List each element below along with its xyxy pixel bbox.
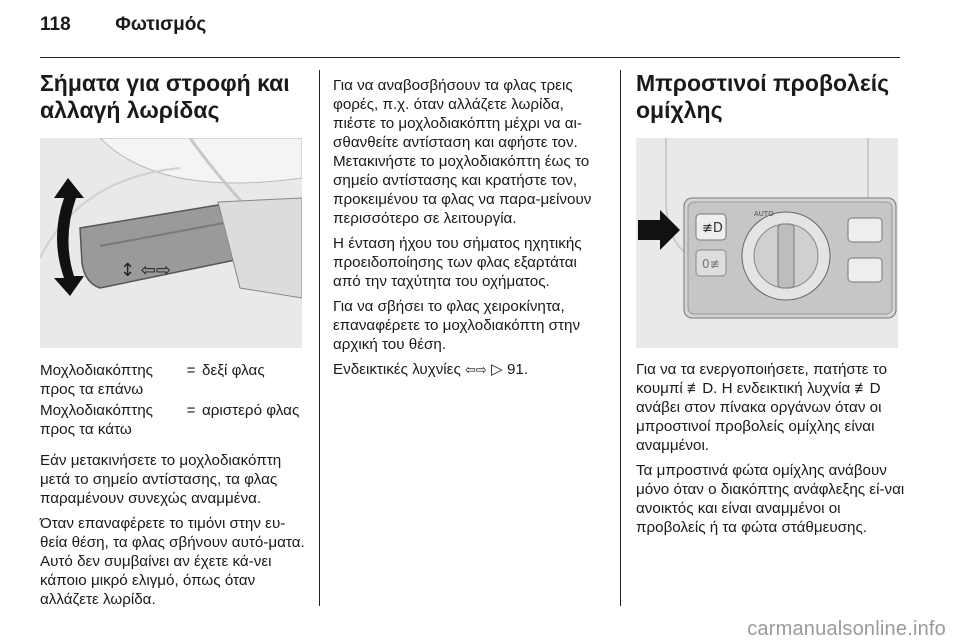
turn-indicator-icon: ⇦⇨ <box>465 362 487 377</box>
lever-up-value: δεξί φλας <box>202 362 265 379</box>
paragraph-fog-condition: Τα μπροστινά φώτα ομίχλης ανάβουν μόνο όταν ο διακόπτης ανάφλεξης εί-ναι ανοικτός και είναι αναμμένοι οι προβολείς ή τα φώτα στάθμευσης. <box>636 462 905 536</box>
column-fog-lights <box>636 70 906 543</box>
paragraph-fog-activate <box>636 360 906 455</box>
paragraph-three-flashes: Για να αναβοσβήσουν τα φλας τρεις φορές, π.χ. όταν αλλάζετε λωρίδα, πιέστε το μοχλοδιακόπτη μέχρι να αι-σθανθείτε αντίσταση και αφήστε τον. Μετακινήστε το μοχλοδιακόπτη έως το σημείο αντίστασης και κρατήστε τον, προκειμένου τα φλας να παρα-μείνουν περισσότερο σε λειτουργία. <box>333 77 592 227</box>
column-turn-signals <box>40 70 306 615</box>
page-header <box>40 14 206 36</box>
svg-text:0≢: 0≢ <box>702 257 720 271</box>
svg-text:↕ ⇦⇨: ↕ ⇦⇨ <box>120 260 171 281</box>
lever-down-value: αριστερό φλας <box>202 402 300 419</box>
fog-activate-text-c: ανάβει στον πίνακα οργάνων όταν οι μπροστινοί προβολείς ομίχλης είναι αναμμένοι. <box>636 399 882 454</box>
turn-signal-lever-illustration <box>40 138 302 348</box>
lever-up-sep: = <box>186 362 196 379</box>
front-fog-button-icon: ≢D <box>687 380 714 397</box>
fog-activate-text-b: . Η ενδεικτική λυχνία <box>713 380 851 397</box>
heading-fog-lights: Μπροστινοί προβολείς ομίχλης <box>636 70 890 123</box>
paragraph-volume: Η ένταση ήχου του σήματος ηχητικής προειδοποίησης των φλας εξαρτάται από την ταχύτητα του οχήματος. <box>333 235 582 290</box>
turn-signal-lever-figure <box>40 138 302 348</box>
page-ref-link[interactable]: 91. <box>506 361 529 378</box>
paragraph-indicator-ref <box>333 360 601 379</box>
watermark: carmanualsonline.info <box>747 618 946 640</box>
arrow-pointer-icon <box>638 210 680 250</box>
indicator-ref-prefix: Ενδεικτικές λυχνίες <box>333 361 461 378</box>
lever-down-sep: = <box>186 402 196 419</box>
section-title: Φωτισμός <box>115 14 207 35</box>
paragraph-manual-off: Για να σβήσει το φλας χειροκίνητα, επαναφέρετε το μοχλοδιακόπτη στην αρχική του θέση. <box>333 298 581 353</box>
fog-light-switch-figure <box>636 138 898 348</box>
column-lane-change <box>333 76 601 385</box>
light-switch-illustration <box>636 138 898 348</box>
lever-up-term: Μοχλοδιακόπτης προς τα επάνω <box>40 362 153 398</box>
column-divider-1 <box>319 70 320 606</box>
paragraph-permanent: Εάν μετακινήσετε το μοχλοδιακόπτη μετά το σημείο αντίστασης, τα φλας παραμένουν συνεχώς αναμμένα. <box>40 452 282 507</box>
page-number: 118 <box>40 14 71 35</box>
paragraph-auto-off: Όταν επαναφέρετε το τιμόνι στην ευ-θεία θέση, τα φλας σβήνουν αυτό-ματα. Αυτό δεν συμβαίνει αν έχετε κά-νει κάποιο μικρό ελιγμό, όπως όταν αλλάζετε λωρίδα. <box>40 515 305 608</box>
front-fog-indicator-icon: ≢D <box>854 380 881 397</box>
lever-down-term: Μοχλοδιακόπτης προς τα κάτω <box>40 402 153 438</box>
lever-table <box>40 361 306 441</box>
header-rule <box>40 57 900 58</box>
column-divider-2 <box>620 70 621 606</box>
dial-auto-label: AUTO <box>754 210 774 218</box>
fog-activate-text-a: Για να τα ενεργοποιήσετε, πατήστε το κουμπί <box>636 361 888 397</box>
heading-turn-signals: Σήματα για στροφή και αλλαγή λωρίδας <box>40 70 290 123</box>
svg-text:≢D: ≢D <box>702 221 723 236</box>
page-ref-arrow-icon: ▷ <box>491 361 503 378</box>
